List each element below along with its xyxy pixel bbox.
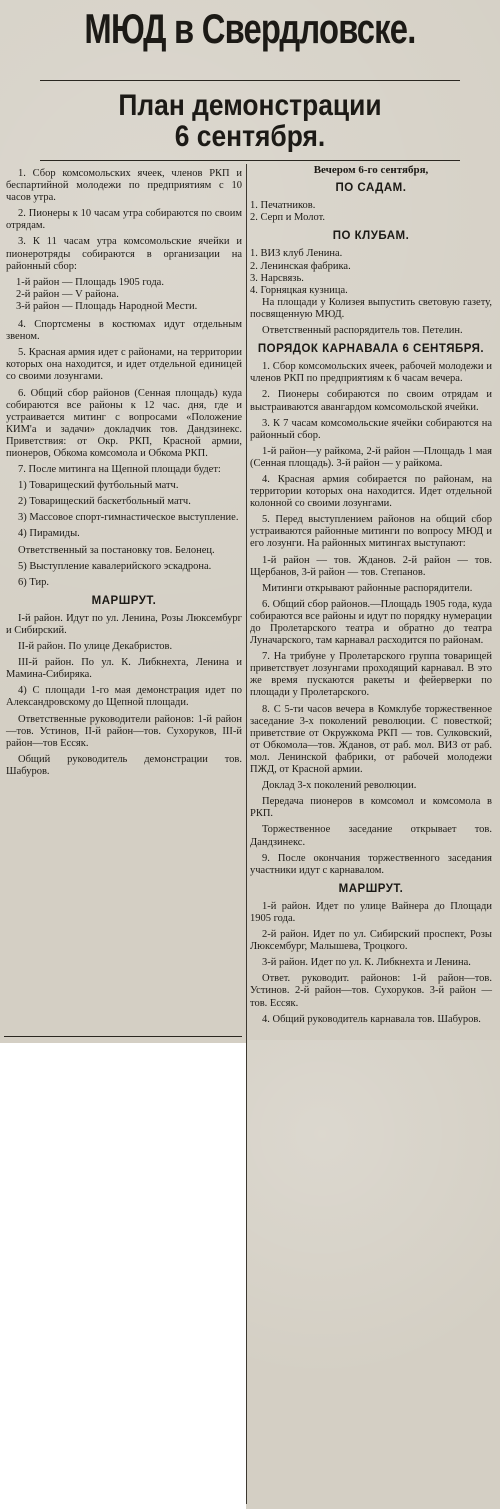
list-item: 1. ВИЗ клуб Ленина. bbox=[250, 248, 343, 260]
paragraph: 7. После митинга на Щепной площади будет: bbox=[18, 464, 221, 476]
subheadline-line-2: 6 сентября. bbox=[174, 120, 326, 153]
headline: МЮД в Свердловске. bbox=[84, 5, 416, 52]
section-title-carnival: ПОРЯДОК КАРНАВАЛА 6 СЕНТЯБРЯ. bbox=[257, 343, 485, 356]
subheadline bbox=[30, 90, 470, 152]
paragraph: 6. Общий сбор районов (Сенная площадь) куда собираются все районы к 12 час. дня, где и устраивается митинг с вопросами «Положение КИМ'а и задачи» докладчик тов. Дандзинекс. Приветствия: от Окр. РКП, Красной армии, пионеров, Обкома комсомола и Обкома РКП. bbox=[6, 387, 242, 459]
paragraph: 9. После окончания торжественного заседания участники идут с карнавалом. bbox=[250, 852, 492, 876]
paragraph: 1. Сбор комсомольских ячеек, членов РКП и беспартийной молодежи по предприятиям с 10 часов утра. bbox=[6, 168, 242, 204]
list-item: 3. Нарсвязь. bbox=[250, 272, 304, 284]
paragraph: 3-й район. Идет по ул. К. Либкнехта и Ленина. bbox=[262, 957, 471, 969]
left-column bbox=[6, 168, 242, 782]
paragraph: 4. Спортсмены в костюмах идут отдельным звеном. bbox=[6, 319, 242, 343]
evening-heading: Вечером 6-го сентября, bbox=[313, 164, 429, 176]
paragraph: Митинги открывают районные распорядители. bbox=[262, 582, 473, 594]
paragraph: Ответственный распорядитель тов. Петелин. bbox=[262, 325, 463, 337]
list-item: 2. Ленинская фабрика. bbox=[250, 260, 351, 272]
subheadline-line-1: План демонстрации bbox=[118, 89, 382, 122]
paragraph: 4. Красная армия собирается по районам, на территории которых она находится. Идет отдельной колонной со своими лозунгами. bbox=[250, 473, 492, 510]
list-item: 3) Массовое спорт-гимнастическое выступление. bbox=[18, 512, 239, 524]
paragraph: 1-й район—у райкома, 2-й район —Площадь 1 мая (Сенная площадь). 3-й район — у райкома. bbox=[250, 445, 492, 469]
paragraph: Торжественное заседание открывает тов. Дандзинекс. bbox=[250, 824, 492, 848]
section-title-clubs: ПО КЛУБАМ. bbox=[332, 230, 410, 243]
subheadline-rule bbox=[40, 160, 460, 161]
paragraph: 2. Пионеры к 10 часам утра собираются по своим отрядам. bbox=[6, 208, 242, 232]
paragraph: 1-й район — тов. Жданов. 2-й район — тов. Щербанов, 3-й район — тов. Степанов. bbox=[250, 554, 492, 578]
right-column bbox=[250, 164, 492, 1030]
list-item: 4. Горняцкая кузница. bbox=[250, 284, 348, 296]
headline-rule bbox=[40, 80, 460, 81]
paragraph: 5. Красная армия идет с районами, на территории которых она находится, и идет отдельной единицей со своими лозунгами. bbox=[6, 347, 242, 383]
paragraph: Ответ. руководит. районов: 1-й район—тов. Устинов. 2-й район—тов. Сухоруков. 3-й район — тов. Ессяк. bbox=[250, 973, 492, 1009]
paragraph: 2. Пионеры собираются по своим отрядам и выстраиваются авангардом комсомольской ячейки. bbox=[250, 389, 492, 413]
paragraph: 1. Сбор комсомольских ячеек, рабочей молодежи и членов РКП по предприятиям к 6 часам вечера. bbox=[250, 361, 492, 385]
list-item: 2-й район — V района. bbox=[16, 288, 119, 300]
list-item: 2) Товарищеский баскетбольный матч. bbox=[18, 496, 191, 508]
paragraph: 4) С площади 1-го мая демонстрация идет по Александровскому до Щепной площади. bbox=[6, 685, 242, 709]
section-title-route-carnival: МАРШРУТ. bbox=[338, 882, 404, 895]
list-item: 5) Выступление кавалерийского эскадрона. bbox=[18, 560, 212, 572]
paragraph: Общий руководитель демонстрации тов. Шабуров. bbox=[6, 753, 242, 777]
paragraph: 8. С 5-ти часов вечера в Комклубе торжественное заседание 3-х поколений революции. С повесткой; приветствие от Окружкома РКП — тов. Сулковский, от Обкомола—тов. Жданов, от раб. мол. ВИЗ от раб. мол. Ленинской фабрики, от рабочей молодежи ПЖД, от Красной армии. bbox=[250, 703, 492, 776]
list-item: 1) Товарищеский футбольный матч. bbox=[18, 480, 179, 492]
list-item: 4) Пирамиды. bbox=[18, 528, 80, 540]
paragraph: Доклад 3-х поколений революции. bbox=[262, 780, 417, 792]
paragraph: Ответственные руководители районов: 1-й район—тов. Устинов, II-й район—тов. Сухоруков, III-й район—тов Ессяк. bbox=[6, 713, 242, 749]
paragraph: 6. Общий сбор районов.—Площадь 1905 года, куда собираются все районы и идут по порядку нумерации до Пролетарского театра и обратно до театра Луначарского, там карнавал расходится по районам. bbox=[250, 598, 492, 647]
newspaper-clipping-continuation bbox=[246, 1040, 500, 1509]
section-title-gardens: ПО САДАМ. bbox=[335, 182, 407, 195]
paragraph: 2-й район. Идет по ул. Сибирский проспект, Розы Люксембург, Малышева, Троцкого. bbox=[250, 929, 492, 953]
paragraph: На площади у Колизея выпустить световую газету, посвященную МЮД. bbox=[250, 296, 492, 320]
list-item: 1. Печатников. bbox=[250, 200, 316, 212]
paragraph: 7. На трибуне у Пролетарского группа товарищей приветствует лозунгами проходящий карнавал. В это же время пускаются ракеты и фейерверки по площади у Пролетарского. bbox=[250, 651, 492, 699]
paragraph: II-й район. По улице Декабристов. bbox=[18, 641, 173, 653]
paragraph: 1-й район. Идет по улице Вайнера до Площади 1905 года. bbox=[250, 900, 492, 924]
column-divider bbox=[246, 164, 247, 1504]
list-item: 6) Тир. bbox=[18, 576, 50, 588]
section-title-route: МАРШРУТ. bbox=[91, 594, 157, 607]
list-item: 3-й район — Площадь Народной Мести. bbox=[16, 300, 198, 312]
list-item: 2. Серп и Молот. bbox=[250, 212, 325, 224]
paragraph: 3. К 7 часам комсомольские ячейки собираются на районный сбор. bbox=[250, 417, 492, 441]
paragraph: 4. Общий руководитель карнавала тов. Шабуров. bbox=[262, 1013, 481, 1025]
paragraph: Передача пионеров в комсомол и комсомола в РКП. bbox=[250, 796, 492, 820]
paragraph: 3. К 11 часам утра комсомольские ячейки и пионеротряды собираются в организации на районный сбор: bbox=[6, 236, 242, 272]
list-item: 1-й район — Площадь 1905 года. bbox=[16, 276, 164, 288]
left-column-end-rule bbox=[4, 1036, 242, 1037]
paragraph: 5. Перед выступлением районов на общий сбор устраиваются районные митинги по вопросу МЮД и его лозунги. На районных митингах выступают: bbox=[250, 514, 492, 550]
paragraph: I-й район. Идут по ул. Ленина, Розы Люксембург и Сибирский. bbox=[6, 612, 242, 636]
paragraph: III-й район. По ул. К. Либкнехта, Ленина и Мамина-Сибиряка. bbox=[6, 657, 242, 681]
paragraph: Ответственный за постановку тов. Белонец. bbox=[18, 544, 215, 556]
